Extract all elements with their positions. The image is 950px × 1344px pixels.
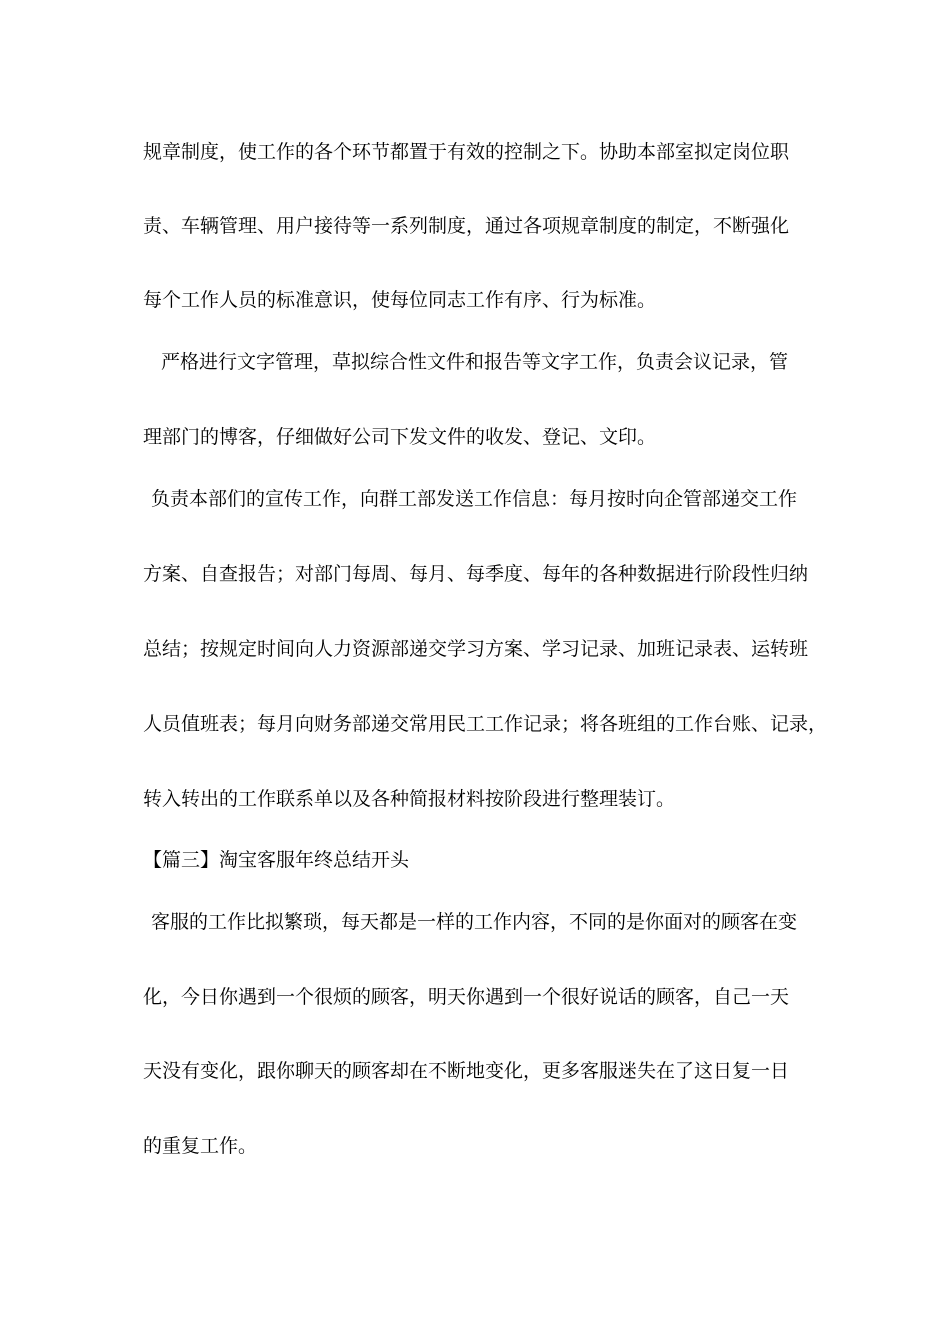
paragraph-line: 的重复工作。 bbox=[143, 1135, 258, 1157]
paragraph-line: 客服的工作比拟繁琐，每天都是一样的工作内容，不同的是你面对的顾客在变 bbox=[151, 911, 798, 933]
paragraph-line: 转入转出的工作联系单以及各种简报材料按阶段进行整理装订。 bbox=[143, 788, 676, 810]
paragraph-line: 理部门的博客，仔细做好公司下发文件的收发、登记、文印。 bbox=[143, 426, 657, 448]
paragraph-line: 责、车辆管理、用户接待等一系列制度，通过各项规章制度的制定，不断强化 bbox=[143, 215, 790, 237]
paragraph-line: 天没有变化，跟你聊天的顾客却在不断地变化，更多客服迷失在了这日复一日 bbox=[143, 1060, 790, 1082]
paragraph-line: 规章制度，使工作的各个环节都置于有效的控制之下。协助本部室拟定岗位职 bbox=[143, 141, 790, 163]
paragraph-line: 化，今日你遇到一个很烦的顾客，明天你遇到一个很好说话的顾客，自己一天 bbox=[143, 986, 790, 1008]
paragraph-line: 人员值班表；每月向财务部递交常用民工工作记录；将各班组的工作台账、记录， bbox=[143, 713, 828, 735]
paragraph-line: 每个工作人员的标准意识，使每位同志工作有序、行为标准。 bbox=[143, 289, 657, 311]
paragraph-line: 负责本部们的宣传工作，向群工部发送工作信息：每月按时向企管部递交工作 bbox=[151, 488, 798, 510]
paragraph-line: 严格进行文字管理，草拟综合性文件和报告等文字工作，负责会议记录，管 bbox=[161, 351, 789, 373]
paragraph-line: 方案、自查报告；对部门每周、每月、每季度、每年的各种数据进行阶段性归纳 bbox=[143, 563, 809, 585]
section-heading: 【篇三】淘宝客服年终总结开头 bbox=[143, 849, 410, 871]
paragraph-line: 总结；按规定时间向人力资源部递交学习方案、学习记录、加班记录表、运转班 bbox=[143, 638, 809, 660]
